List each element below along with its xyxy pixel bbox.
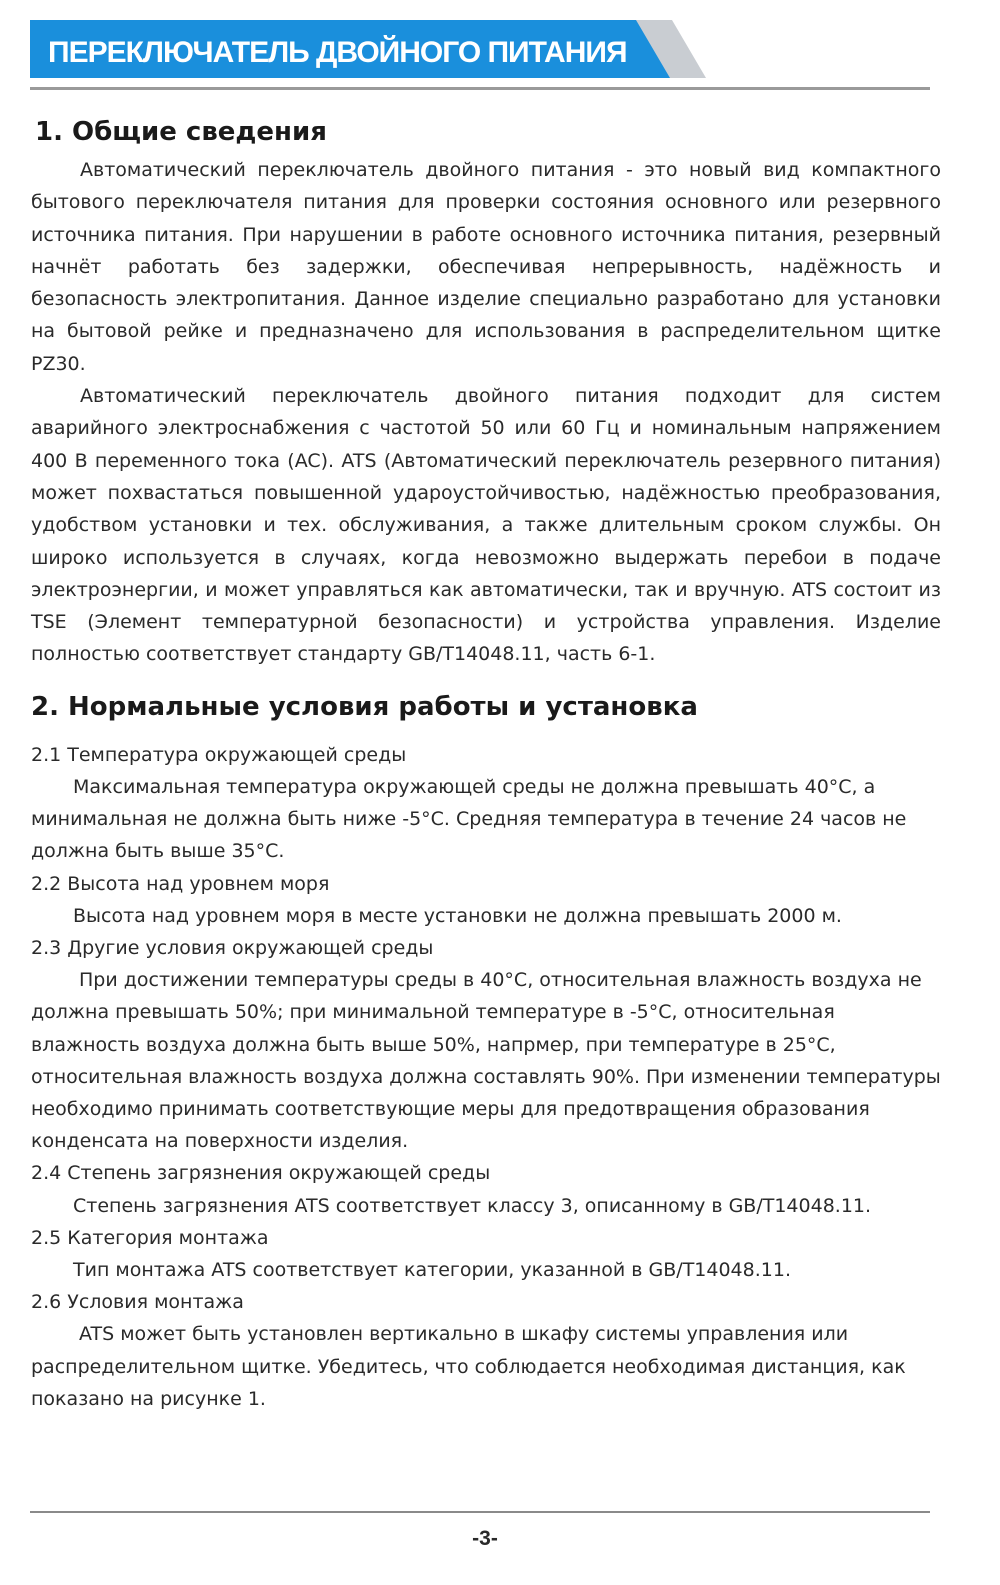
- section-1-heading: 1. Общие сведения: [35, 117, 327, 147]
- header-banner: [30, 14, 930, 92]
- section-1-paragraph: Автоматический переключатель двойного питания подходит для систем аварийного электроснабжения с частотой 50 или 60 Гц и номинальным напряжением 400 В переменного тока (AC). ATS (Автоматический переключатель резервного питания) может похвастаться повышенной удароустойчивостью, надёжностью преобразования, удобством установки и тех. обслуживания, а также длительным сроком службы. Он широко используется в случаях, когда невозможно выдержать перебои в подаче электроэнергии, и может управляться как автоматически, так и вручную. ATS состоит из TSE (Элемент температурной безопасности) и устройства управления. Изделие полностью соответствует стандарту GB/T14048.11, часть 6-1.: [31, 385, 941, 666]
- subsection-title: 2.4 Степень загрязнения окружающей среды: [31, 1162, 491, 1185]
- subsection-title: 2.2 Высота над уровнем моря: [31, 872, 330, 895]
- document-title: ПЕРЕКЛЮЧАТЕЛЬ ДВОЙНОГО ПИТАНИЯ: [48, 36, 627, 69]
- page-content: [31, 112, 941, 1415]
- subsection-text: Высота над уровнем моря в месте установки не должна превышать 2000 м.: [73, 904, 842, 927]
- subsection-title: 2.5 Категория монтажа: [31, 1226, 269, 1249]
- subsection-text: При достижении температуры среды в 40°C, относительная влажность воздуха не должна превышать 50%; при минимальной температуре в -5°C, относительная влажность воздуха должна быть выше 50%, напрмер, при температуре в 25°C, относительная влажность воздуха должна составлять 90%. При изменении температуры необходимо принимать соответствующие меры для предотвращения образования конденсата на поверхности изделия.: [31, 969, 941, 1153]
- banner-rule: [30, 87, 930, 90]
- page-number: -3-: [472, 1527, 498, 1550]
- subsection-text: Тип монтажа ATS соответствует категории, указанной в GB/T14048.11.: [73, 1259, 791, 1281]
- subsection-text: ATS может быть установлен вертикально в шкафу системы управления или распределительном щитке. Убедитесь, что соблюдается необходимая дистанция, как показано на рисунке 1.: [31, 1323, 906, 1410]
- section-2-heading: 2. Нормальные условия работы и установка: [31, 691, 698, 722]
- subsection-title: 2.6 Условия монтажа: [31, 1291, 244, 1314]
- subsection-title: 2.1 Температура окружающей среды: [31, 743, 407, 766]
- subsection-title: 2.3 Другие условия окружающей среды: [31, 936, 434, 959]
- subsection-text: Степень загрязнения ATS соответствует классу 3, описанному в GB/T14048.11.: [73, 1194, 872, 1217]
- footer-rule: [30, 1511, 930, 1513]
- section-1-paragraph: Автоматический переключатель двойного питания - это новый вид компактного бытового переключателя питания для проверки состояния основного или резервного источника питания. При нарушении в работе основного источника питания, резервный начнёт работать без задержки, обеспечивая непрерывность, надёжность и безопасность электропитания. Данное изделие специально разработано для установки на бытовой рейке и предназначено для использования в распределительном щитке PZ30.: [31, 159, 941, 375]
- subsection-text: Максимальная температура окружающей среды не должна превышать 40°C, а минимальная не должна быть ниже -5°C. Средняя температура в течение 24 часов не должна быть выше 35°C.: [31, 775, 907, 863]
